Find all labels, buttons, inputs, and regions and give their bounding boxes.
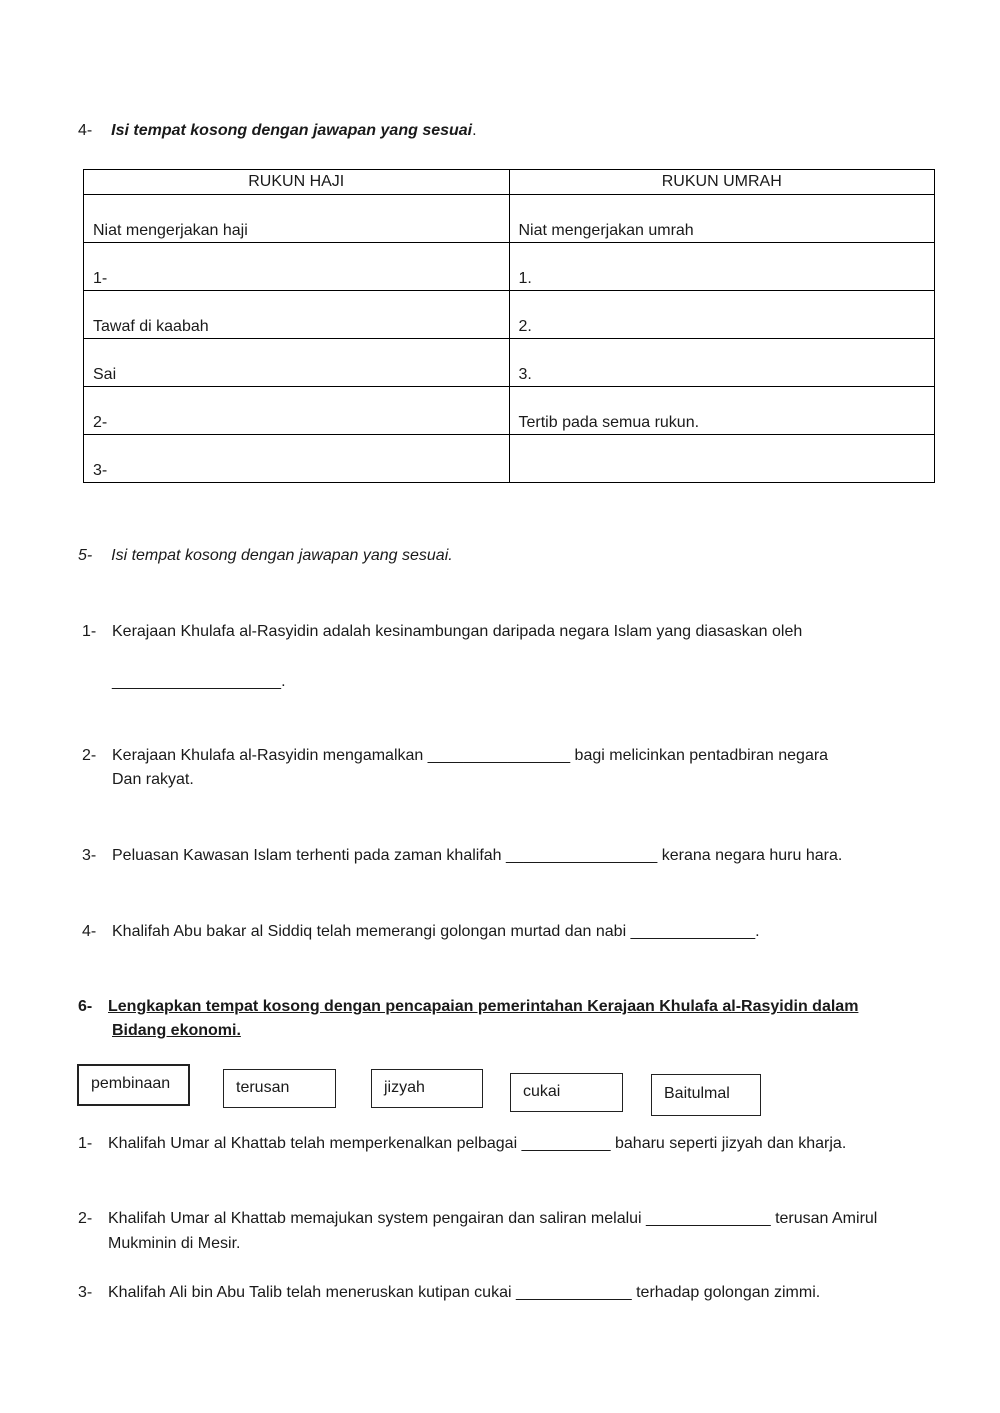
q5-item-2-number: 2-	[82, 747, 97, 764]
q6-item-1-number: 1-	[78, 1135, 93, 1152]
table-cell[interactable]: 1.	[509, 243, 935, 291]
q5-item-1-text: Kerajaan Khulafa al-Rasyidin adalah kesinambungan daripada negara Islam yang diasaskan oleh	[112, 623, 803, 640]
q5-heading	[78, 547, 453, 565]
word-bank-terusan[interactable]	[223, 1069, 336, 1108]
table-cell[interactable]: 1-	[84, 243, 510, 291]
word-bank-label: terusan	[236, 1079, 290, 1096]
q5-item-4-text[interactable]: Khalifah Abu bakar al Siddiq telah memerangi golongan murtad dan nabi ______________.	[112, 923, 760, 940]
table-row	[84, 195, 935, 243]
table-cell[interactable]: 3.	[509, 339, 935, 387]
q5-instruction: Isi tempat kosong dengan jawapan yang sesuai.	[111, 547, 453, 564]
q5-number: 5-	[78, 547, 93, 564]
word-bank-label: cukai	[523, 1083, 561, 1100]
word-bank-baitulmal[interactable]	[651, 1074, 761, 1116]
table-cell: Tawaf di kaabah	[84, 291, 510, 339]
table-cell: Niat mengerjakan haji	[84, 195, 510, 243]
q6-item-2-text[interactable]: Khalifah Umar al Khattab memajukan system pengairan dan saliran melalui ______________ terusan Amirul	[108, 1210, 878, 1227]
q6-instruction-cont: Bidang ekonomi.	[112, 1022, 241, 1039]
q4-period: .	[472, 122, 477, 139]
table-header-row	[84, 170, 935, 195]
table-cell: Sai	[84, 339, 510, 387]
q5-item-2-text[interactable]: Kerajaan Khulafa al-Rasyidin mengamalkan ________________ bagi melicinkan pentadbiran negara	[112, 747, 829, 764]
header-rukun-haji: RUKUN HAJI	[84, 170, 510, 195]
table-cell[interactable]: 2.	[509, 291, 935, 339]
q5-item-3-number: 3-	[82, 847, 97, 864]
word-bank-label: jizyah	[384, 1079, 425, 1096]
q5-item-2-text-cont: Dan rakyat.	[112, 771, 194, 788]
q6-item-3-text[interactable]: Khalifah Ali bin Abu Talib telah meneruskan kutipan cukai _____________ terhadap golongan zimmi.	[108, 1284, 821, 1301]
table-row	[84, 243, 935, 291]
table-cell[interactable]: 2-	[84, 387, 510, 435]
q6-item-1-text[interactable]: Khalifah Umar al Khattab telah memperkenalkan pelbagai __________ baharu seperti jizyah dan kharja.	[108, 1135, 847, 1152]
q6-item-2-number: 2-	[78, 1210, 93, 1227]
header-rukun-umrah: RUKUN UMRAH	[509, 170, 935, 195]
table-row	[84, 291, 935, 339]
q6-item-3-number: 3-	[78, 1284, 93, 1301]
q6-instruction: Lengkapkan tempat kosong dengan pencapaian pemerintahan Kerajaan Khulafa al-Rasyidin dalam	[108, 998, 859, 1015]
word-bank-cukai[interactable]	[510, 1073, 623, 1112]
q4-number: 4-	[78, 122, 93, 139]
q4-instruction: Isi tempat kosong dengan jawapan yang sesuai	[111, 122, 473, 139]
table-cell	[509, 435, 935, 483]
table-row	[84, 387, 935, 435]
q6-number: 6-	[78, 998, 93, 1015]
q5-item-1-number: 1-	[82, 623, 97, 640]
table-row	[84, 435, 935, 483]
q5-item-4-number: 4-	[82, 923, 97, 940]
q6-item-2-text-cont: Mukminin di Mesir.	[108, 1235, 241, 1252]
word-bank-label: Baitulmal	[664, 1085, 730, 1102]
q4-heading	[78, 122, 477, 140]
q5-item-3-text[interactable]: Peluasan Kawasan Islam terhenti pada zaman khalifah _________________ kerana negara huru hara.	[112, 847, 843, 864]
q5-item-1-blank[interactable]: ___________________.	[112, 673, 286, 690]
word-bank-jizyah[interactable]	[371, 1069, 483, 1108]
table-cell[interactable]: 3-	[84, 435, 510, 483]
table-row	[84, 339, 935, 387]
word-bank-pembinaan[interactable]	[77, 1064, 190, 1106]
word-bank-label: pembinaan	[91, 1075, 171, 1092]
table-cell: Niat mengerjakan umrah	[509, 195, 935, 243]
table-cell: Tertib pada semua rukun.	[509, 387, 935, 435]
rukun-table	[83, 169, 935, 483]
